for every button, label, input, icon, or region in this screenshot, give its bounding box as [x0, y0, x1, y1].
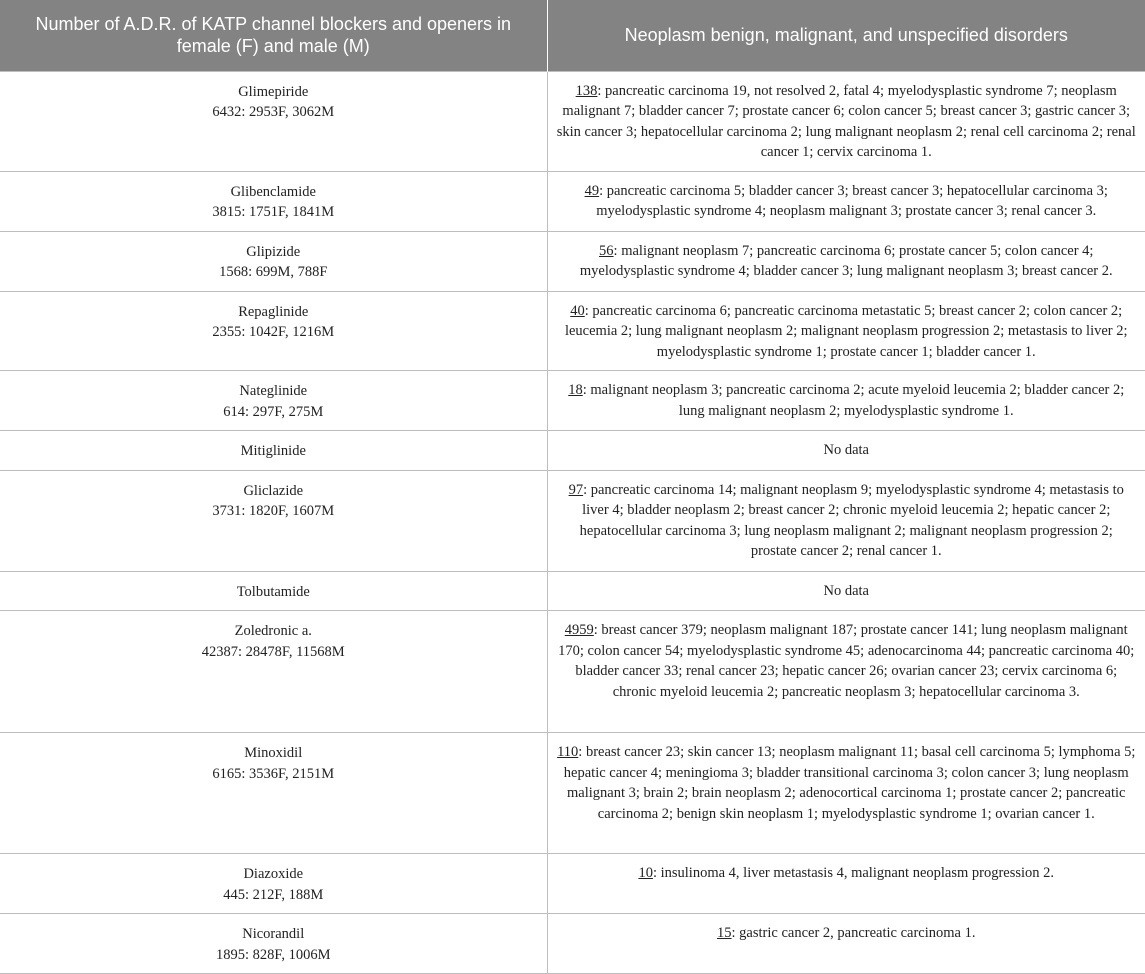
neoplasm-total: 97 — [568, 481, 584, 498]
drug-cell — [0, 231, 547, 291]
adr-counts: 614: 297F, 275M — [223, 403, 324, 420]
neoplasm-detail: : malignant neoplasm 7; pancreatic carcinoma 6; prostate cancer 5; colon cancer 4; myelodysplastic syndrome 4; bladder cancer 3; lung malignant neoplasm 3; breast cancer 2. — [579, 242, 1113, 279]
table-row — [0, 733, 1145, 854]
no-data-text: No data — [823, 582, 869, 599]
header-neoplasm-disorders: Neoplasm benign, malignant, and unspecified disorders — [547, 0, 1145, 71]
adr-counts: 42387: 28478F, 11568M — [201, 643, 345, 660]
neoplasm-cell — [547, 611, 1145, 733]
header-adr-counts: Number of A.D.R. of KATP channel blockers and openers in female (F) and male (M) — [0, 0, 547, 71]
neoplasm-detail: : pancreatic carcinoma 14; malignant neoplasm 9; myelodysplastic syndrome 4; metastasis to liver 4; bladder neoplasm 2; breast cancer 2; chronic myeloid leucemia 2; hepatic cancer 2; hepatocellular carcinoma 3; lung neoplasm malignant 2; malignant neoplasm progression 2; prostate cancer 2; renal cancer 1. — [579, 481, 1124, 559]
drug-name: Glipizide — [246, 243, 301, 260]
drug-cell — [0, 854, 547, 914]
adr-counts: 2355: 1042F, 1216M — [212, 324, 335, 340]
drug-cell — [0, 733, 547, 854]
drug-cell — [0, 611, 547, 733]
neoplasm-detail: : breast cancer 379; neoplasm malignant 187; prostate cancer 141; lung neoplasm malignant 170; colon cancer 54; myelodysplastic syndrome 45; adenocarcinoma 44; pancreatic carcinoma 40; bladder cancer 33; renal cancer 23; hepatic cancer 26; ovarian cancer 23; cervix carcinoma 6; chronic myeloid leucemia 2; pancreatic neoplasm 3; hepatocellular carcinoma 3. — [558, 622, 1135, 700]
neoplasm-cell — [547, 71, 1145, 171]
neoplasm-detail: : breast cancer 23; skin cancer 13; neoplasm malignant 11; basal cell carcinoma 5; lymphoma 5; hepatic cancer 4; meningioma 3; bladder transitional carcinoma 3; colon cancer 3; lung neoplasm malignant 3; brain 2; brain neoplasm 2; adenocortical carcinoma 1; prostate cancer 2; pancreatic carcinoma 2; benign skin neoplasm 1; myelodysplastic syndrome 1; ovarian cancer 1. — [563, 744, 1136, 822]
table-row — [0, 71, 1145, 171]
table-row — [0, 371, 1145, 431]
adr-counts: 6432: 2953F, 3062M — [212, 104, 335, 120]
drug-name: Diazoxide — [243, 866, 304, 882]
neoplasm-total: 56 — [599, 242, 614, 259]
neoplasm-total: 10 — [638, 865, 653, 881]
header-row — [0, 0, 1145, 71]
neoplasm-cell — [547, 231, 1145, 291]
neoplasm-cell — [547, 914, 1145, 974]
neoplasm-detail: : malignant neoplasm 3; pancreatic carcinoma 2; acute myeloid leucemia 2; bladder cancer 2; lung malignant neoplasm 2; myelodysplastic syndrome 1. — [582, 382, 1125, 419]
neoplasm-cell — [547, 171, 1145, 231]
drug-cell — [0, 470, 547, 571]
drug-name: Nicorandil — [242, 926, 305, 942]
drug-name: Gliclazide — [243, 482, 304, 499]
drug-cell — [0, 71, 547, 171]
adr-counts: 1895: 828F, 1006M — [216, 946, 331, 963]
neoplasm-total: 138 — [575, 82, 598, 99]
drug-name: Tolbutamide — [236, 583, 310, 600]
neoplasm-total: 110 — [557, 744, 579, 760]
drug-cell — [0, 171, 547, 231]
table-row — [0, 231, 1145, 291]
neoplasm-detail: : pancreatic carcinoma 19, not resolved 2, fatal 4; myelodysplastic syndrome 7; neoplasm malignant 7; bladder cancer 7; prostate cancer 6; colon cancer 5; breast cancer 3; gastric cancer 3; skin cancer 3; hepatocellular carcinoma 2; lung malignant neoplasm 2; renal cell carcinoma 2; renal cancer 1; cervix carcinoma 1. — [556, 82, 1136, 160]
drug-name: Mitiglinide — [240, 443, 306, 459]
adr-counts: 1568: 699M, 788F — [219, 264, 328, 280]
drug-name: Zoledronic a. — [234, 623, 312, 639]
drug-cell — [0, 291, 547, 371]
adr-counts: 6165: 3536F, 2151M — [212, 765, 335, 782]
drug-name: Minoxidil — [244, 745, 303, 761]
table-row — [0, 611, 1145, 733]
adr-counts: 445: 212F, 188M — [223, 886, 324, 903]
neoplasm-detail: : pancreatic carcinoma 5; bladder cancer 3; breast cancer 3; hepatocellular carcinoma 3; myelodysplastic syndrome 4; neoplasm malignant 3; prostate cancer 3; renal cancer 3. — [596, 182, 1108, 219]
neoplasm-cell — [547, 854, 1145, 914]
drug-cell — [0, 371, 547, 431]
neoplasm-cell — [547, 371, 1145, 431]
table-row — [0, 431, 1145, 471]
neoplasm-cell — [547, 470, 1145, 571]
neoplasm-cell — [547, 733, 1145, 854]
neoplasm-total: 4959 — [564, 622, 594, 638]
drug-name: Glimepiride — [238, 83, 309, 100]
adr-counts: 3731: 1820F, 1607M — [212, 503, 335, 519]
table-row — [0, 571, 1145, 611]
table-row — [0, 470, 1145, 571]
drug-cell — [0, 571, 547, 611]
neoplasm-total: 18 — [568, 382, 583, 398]
drug-cell — [0, 431, 547, 471]
neoplasm-total: 49 — [584, 182, 600, 199]
adr-counts: 3815: 1751F, 1841M — [212, 204, 335, 220]
neoplasm-detail: : insulinoma 4, liver metastasis 4, malignant neoplasm progression 2. — [652, 865, 1055, 881]
drug-name: Repaglinide — [238, 303, 309, 320]
table-row — [0, 291, 1145, 371]
neoplasm-total: 15 — [717, 925, 732, 941]
neoplasm-cell — [547, 571, 1145, 611]
neoplasm-detail: : gastric cancer 2, pancreatic carcinoma 1. — [731, 925, 976, 941]
neoplasm-cell — [547, 291, 1145, 371]
drug-cell — [0, 914, 547, 974]
drug-name: Nateglinide — [239, 383, 308, 399]
table-row — [0, 171, 1145, 231]
table-row — [0, 854, 1145, 914]
drug-name: Glibenclamide — [230, 183, 316, 200]
neoplasm-detail: : pancreatic carcinoma 6; pancreatic carcinoma metastatic 5; breast cancer 2; colon cancer 2; leucemia 2; lung malignant neoplasm 2; malignant neoplasm progression 2; metastasis to liver 2; myelodysplastic syndrome 1; prostate cancer 1; bladder cancer 1. — [564, 302, 1128, 360]
table-row — [0, 914, 1145, 974]
no-data-text: No data — [823, 442, 869, 458]
table-header — [0, 0, 1145, 71]
table-body — [0, 71, 1145, 974]
neoplasm-cell — [547, 431, 1145, 471]
neoplasm-total: 40 — [570, 302, 585, 319]
